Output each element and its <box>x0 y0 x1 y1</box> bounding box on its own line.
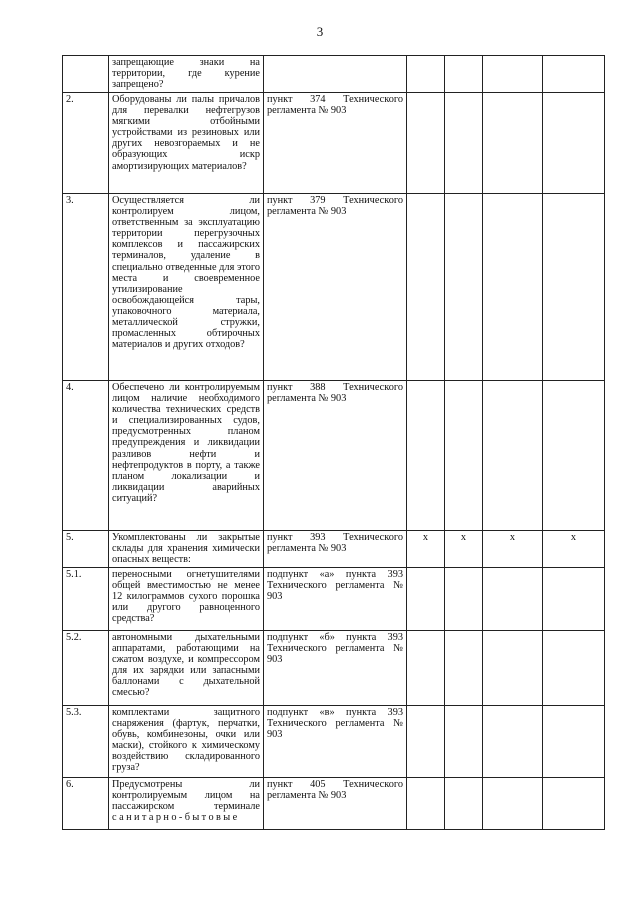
question-text <box>109 778 264 830</box>
item-number: 5. <box>63 531 109 568</box>
table-row <box>63 93 605 194</box>
answer-yes-cell <box>407 706 445 778</box>
table-row <box>63 706 605 778</box>
regulation-reference: подпункт «в» пункта 393 Технического регламента № 903 <box>264 706 407 778</box>
regulation-reference: подпункт «б» пункта 393 Технического регламента № 903 <box>264 631 407 706</box>
answer-yes-cell <box>407 56 445 93</box>
answer-not-applicable-cell: x <box>483 531 543 568</box>
answer-not-applicable-cell <box>483 568 543 631</box>
answer-not-applicable-cell <box>483 93 543 194</box>
regulation-reference: пункт 374 Технического регламента № 903 <box>264 93 407 194</box>
remarks-cell <box>543 568 605 631</box>
answer-no-cell <box>445 93 483 194</box>
answer-no-cell <box>445 706 483 778</box>
answer-not-applicable-cell <box>483 706 543 778</box>
regulation-reference: подпункт «а» пункта 393 Технического регламента № 903 <box>264 568 407 631</box>
answer-yes-cell <box>407 194 445 381</box>
answer-no-cell <box>445 381 483 531</box>
answer-no-cell <box>445 778 483 830</box>
table-row <box>63 778 605 830</box>
answer-not-applicable-cell <box>483 194 543 381</box>
remarks-cell <box>543 778 605 830</box>
item-number: 5.2. <box>63 631 109 706</box>
answer-yes-cell: x <box>407 531 445 568</box>
question-text-main: Предусмотрены ли контролируемым лицом на пассажирском терминале <box>112 779 260 813</box>
table-row <box>63 568 605 631</box>
table-row <box>63 381 605 531</box>
regulation-reference: пункт 379 Технического регламента № 903 <box>264 194 407 381</box>
question-text: запрещающие знаки на территории, где курение запрещено? <box>109 56 264 93</box>
question-text: Оборудованы ли палы причалов для перевалки нефтегрузов мягкими отбойными устройствами из резиновых или других невозгораемых и не образующих искр амортизирующих материалов? <box>109 93 264 194</box>
remarks-cell <box>543 194 605 381</box>
remarks-cell <box>543 381 605 531</box>
question-text: Укомплектованы ли закрытые склады для хранения химически опасных веществ: <box>109 531 264 568</box>
answer-yes-cell <box>407 778 445 830</box>
page-number: 3 <box>316 24 324 39</box>
answer-yes-cell <box>407 631 445 706</box>
answer-not-applicable-cell <box>483 778 543 830</box>
item-number: 6. <box>63 778 109 830</box>
regulation-reference: пункт 393 Технического регламента № 903 <box>264 531 407 568</box>
item-number: 3. <box>63 194 109 381</box>
remarks-cell <box>543 631 605 706</box>
question-text: Обеспечено ли контролируемым лицом наличие необходимого количества технических средств и специализированных судов, предусмотренных планом предупреждения и ликвидации разливов нефти и нефтепродуктов в порту, а также планом локализации и ликвидации аварийных ситуаций? <box>109 381 264 531</box>
answer-not-applicable-cell <box>483 381 543 531</box>
answer-yes-cell <box>407 381 445 531</box>
item-number: 2. <box>63 93 109 194</box>
answer-no-cell <box>445 631 483 706</box>
question-text: автономными дыхательными аппаратами, работающими на сжатом воздухе, и компрессором для их зарядки или запасными баллонами с дыхательной смесью? <box>109 631 264 706</box>
table-row <box>63 631 605 706</box>
item-number: 4. <box>63 381 109 531</box>
answer-not-applicable-cell <box>483 56 543 93</box>
question-text: переносными огнетушителями общей вместимостью не менее 12 килограммов сухого порошка или другого равноценного средства? <box>109 568 264 631</box>
answer-no-cell <box>445 568 483 631</box>
remarks-cell: x <box>543 531 605 568</box>
table-row <box>63 531 605 568</box>
answer-yes-cell <box>407 568 445 631</box>
question-text: Осуществляется ли контролируем лицом, ответственным за эксплуатацию территории перегрузочных комплексов и пассажирских терминалов, удаление в специально отведенные для этого места и своевременное утилизирование освобождающейся тары, упаковочного материала, металлической стружки, промасленных обтирочных материалов и других отходов? <box>109 194 264 381</box>
item-number: 5.3. <box>63 706 109 778</box>
table-row <box>63 194 605 381</box>
question-text: комплектами защитного снаряжения (фартук, перчатки, обувь, комбинезоны, очки или маски), стойкого к химическому воздействию складированного груза? <box>109 706 264 778</box>
remarks-cell <box>543 706 605 778</box>
regulation-reference: пункт 405 Технического регламента № 903 <box>264 778 407 830</box>
answer-no-cell <box>445 56 483 93</box>
question-text-continued: санитарно-бытовые <box>112 812 240 824</box>
regulation-reference: пункт 388 Технического регламента № 903 <box>264 381 407 531</box>
item-number: 5.1. <box>63 568 109 631</box>
remarks-cell <box>543 93 605 194</box>
table-row <box>63 56 605 93</box>
answer-yes-cell <box>407 93 445 194</box>
answer-no-cell <box>445 194 483 381</box>
remarks-cell <box>543 56 605 93</box>
answer-no-cell: x <box>445 531 483 568</box>
item-number <box>63 56 109 93</box>
answer-not-applicable-cell <box>483 631 543 706</box>
checklist-table <box>62 55 605 830</box>
regulation-reference <box>264 56 407 93</box>
